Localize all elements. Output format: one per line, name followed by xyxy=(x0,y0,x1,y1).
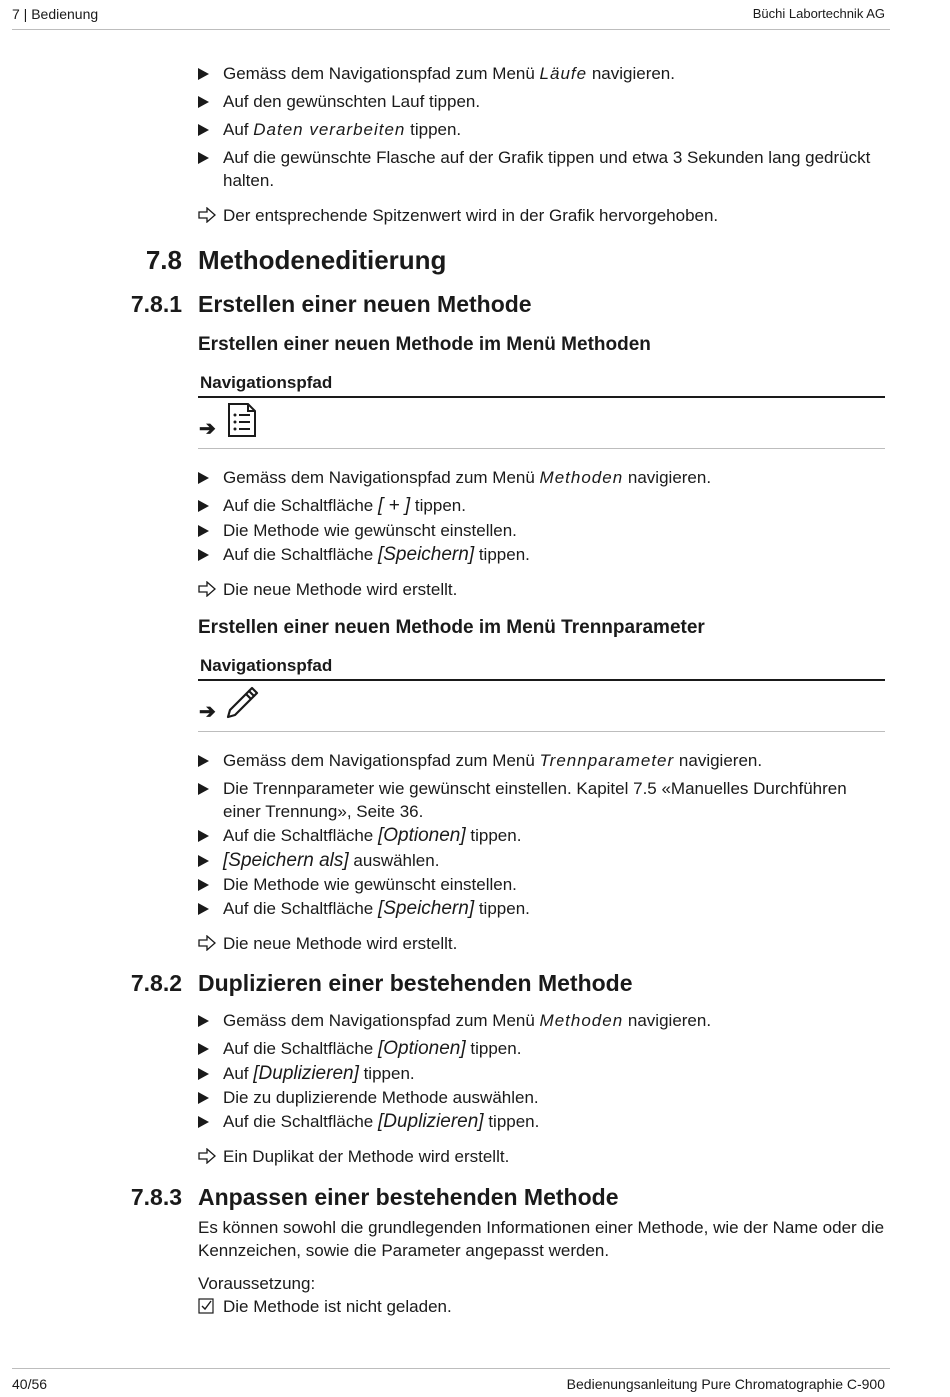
step-bullet-icon xyxy=(198,500,209,512)
result-item: Der entsprechende Spitzenwert wird in der Grafik hervorgehoben. xyxy=(198,204,878,227)
step-item: Gemäss dem Navigationspfad zum Menü Methoden navigieren. xyxy=(198,466,878,489)
step-item: Auf Daten verarbeiten tippen. xyxy=(198,118,878,141)
result-item: Die neue Methode wird erstellt. xyxy=(198,578,878,601)
result-arrow-icon xyxy=(198,1148,216,1164)
result-item: Die neue Methode wird erstellt. xyxy=(198,932,878,955)
step-bullet-icon xyxy=(198,1068,209,1080)
step-item: Die Trennparameter wie gewünscht einstellen. Kapitel 7.5 «Manuelles Durchführen einer Trennung», Seite 36. xyxy=(198,777,878,823)
step-item: Auf die Schaltfläche [Speichern] tippen. xyxy=(198,897,878,920)
step-item: Auf die Schaltfläche [ + ] tippen. xyxy=(198,494,878,517)
step-item: Auf die Schaltfläche [Duplizieren] tippen. xyxy=(198,1110,878,1133)
result-arrow-icon xyxy=(198,935,216,951)
chapter-label: 7 | Bedienung xyxy=(12,6,99,22)
nav-path-rule-bottom xyxy=(198,731,885,732)
nav-path-rule xyxy=(198,679,885,681)
step-item: Gemäss dem Navigationspfad zum Menü Trennparameter navigieren. xyxy=(198,749,878,772)
nav-path-label: Navigationspfad xyxy=(200,373,333,392)
nav-path-label: Navigationspfad xyxy=(200,656,333,675)
nav-path-rule xyxy=(198,396,885,398)
step-item: Die Methode wie gewünscht einstellen. xyxy=(198,873,878,896)
step-bullet-icon xyxy=(198,96,209,108)
step-item: Auf die Schaltfläche [Speichern] tippen. xyxy=(198,543,878,566)
step-item: Gemäss dem Navigationspfad zum Menü Methoden navigieren. xyxy=(198,1009,878,1032)
step-bullet-icon xyxy=(198,755,209,767)
step-bullet-icon xyxy=(198,152,209,164)
page-footer xyxy=(12,1368,890,1397)
step-bullet-icon xyxy=(198,472,209,484)
subheading-menu-methoden: Erstellen einer neuen Methode im Menü Methoden xyxy=(198,334,651,355)
section-heading-7-8-2: 7.8.2 Duplizieren einer bestehenden Methode xyxy=(130,970,633,996)
step-bullet-icon xyxy=(198,783,209,795)
manual-title: Bedienungsanleitung Pure Chromatographie C-900 xyxy=(566,1376,885,1392)
step-bullet-icon xyxy=(198,1116,209,1128)
nav-path-rule-bottom xyxy=(198,448,885,449)
section-paragraph: Es können sowohl die grundlegenden Informationen einer Methode, wie der Name oder die Kennzeichen, sowie die Parameter angepasst werden. xyxy=(198,1218,885,1260)
prerequisite-label: Voraussetzung: xyxy=(198,1274,316,1293)
result-item: Ein Duplikat der Methode wird erstellt. xyxy=(198,1145,878,1168)
step-bullet-icon xyxy=(198,124,209,136)
section-heading-7-8: 7.8 Methodeneditierung xyxy=(145,245,447,275)
step-bullet-icon xyxy=(198,1092,209,1104)
step-item: Auf die Schaltfläche [Optionen] tippen. xyxy=(198,1037,878,1060)
step-bullet-icon xyxy=(198,549,209,561)
step-bullet-icon xyxy=(198,830,209,842)
step-bullet-icon xyxy=(198,879,209,891)
step-bullet-icon xyxy=(198,1043,209,1055)
step-bullet-icon xyxy=(198,903,209,915)
nav-arrow-icon: ➔ xyxy=(199,418,216,440)
step-item: Auf [Duplizieren] tippen. xyxy=(198,1062,878,1085)
method-list-icon xyxy=(226,402,258,438)
step-item: Auf den gewünschten Lauf tippen. xyxy=(198,90,878,113)
step-item: Auf die Schaltfläche [Optionen] tippen. xyxy=(198,824,878,847)
page-header xyxy=(12,0,890,30)
company-label: Büchi Labortechnik AG xyxy=(752,6,885,21)
section-heading-7-8-1: 7.8.1 Erstellen einer neuen Methode xyxy=(130,291,532,317)
prerequisite-item: Die Methode ist nicht geladen. xyxy=(198,1295,878,1318)
result-arrow-icon xyxy=(198,581,216,597)
step-bullet-icon xyxy=(198,525,209,537)
step-item: Auf die gewünschte Flasche auf der Grafik tippen und etwa 3 Sekunden lang gedrückt halten. xyxy=(198,146,878,192)
pencil-icon xyxy=(224,684,260,720)
step-item: Die zu duplizierende Methode auswählen. xyxy=(198,1086,878,1109)
nav-arrow-icon: ➔ xyxy=(199,701,216,723)
result-arrow-icon xyxy=(198,207,216,223)
step-bullet-icon xyxy=(198,68,209,80)
step-item: Gemäss dem Navigationspfad zum Menü Läufe navigieren. xyxy=(198,62,878,85)
subheading-menu-trennparameter: Erstellen einer neuen Methode im Menü Trennparameter xyxy=(198,617,705,638)
step-item: [Speichern als] auswählen. xyxy=(198,849,878,872)
step-bullet-icon xyxy=(198,1015,209,1027)
section-heading-7-8-3: 7.8.3 Anpassen einer bestehenden Methode xyxy=(130,1184,619,1210)
step-bullet-icon xyxy=(198,855,209,867)
checkbox-icon xyxy=(198,1298,214,1314)
page-number: 40/56 xyxy=(12,1376,48,1392)
step-item: Die Methode wie gewünscht einstellen. xyxy=(198,519,878,542)
